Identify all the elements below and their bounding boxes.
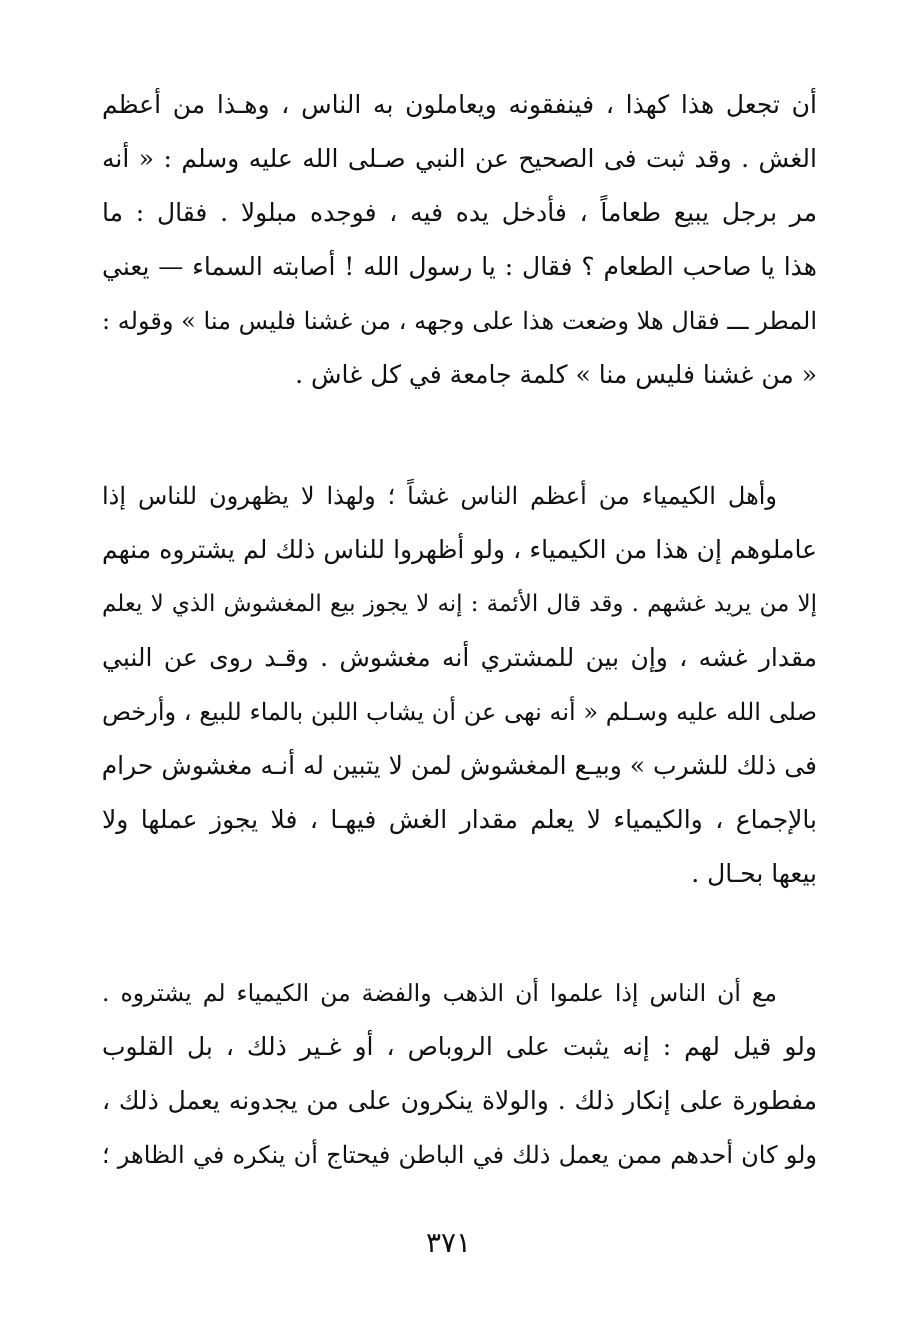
text-line: الغش . وقد ثبت فى الصحيح عن النبي صـلى الله عليه وسلم : « أنه (102, 144, 817, 173)
paragraph-2 (102, 469, 817, 901)
text-line: بالإجماع ، والكيمياء لا يعلم مقدار الغش فيهـا ، فلا يجوز عملها ولا (102, 805, 817, 834)
text-line: هذا يا صاحب الطعام ؟ فقال : يا رسول الله ! أصابته السماء — يعني (102, 252, 817, 281)
text-line: ولو كان أحدهم ممن يعمل ذلك في الباطن فيحتاج أن ينكره في الظاهر ؛ (102, 1141, 817, 1169)
text-line: وأهل الكيمياء من أعظم الناس غشاً ؛ ولهذا لا يظهرون للناس إذا (102, 482, 777, 510)
text-line: عاملوهم إن هذا من الكيمياء ، ولو أظهروا للناس ذلك لم يشتروه منهم (102, 535, 817, 564)
text-line: « من غشنا فليس منا » كلمة جامعة في كل غاش . (295, 360, 817, 389)
paragraph-3 (102, 966, 817, 1182)
paragraph-1 (102, 78, 817, 402)
text-line: إلا من يريد غشهم . وقد قال الأئمة : إنه لا يجوز بيع المغشوش الذي لا يعلم (102, 591, 817, 617)
text-line: ولو قيل لهم : إنه يثبت على الروباص ، أو غـير ذلك ، بل القلوب (102, 1032, 817, 1061)
text-line: مقدار غشه ، وإن بين للمشتري أنه مغشوش . وقـد روى عن النبي (102, 643, 817, 672)
text-line: صلى الله عليه وسـلم « أنه نهى عن أن يشاب اللبن بالماء للبيع ، وأرخص (102, 698, 817, 726)
page-number: ٣٧١ (425, 1226, 472, 1259)
text-line: بيعها بحـال . (691, 859, 817, 888)
text-line: مع أن الناس إذا علموا أن الذهب والفضة من الكيمياء لم يشتروه . (102, 979, 777, 1007)
text-line: مر برجل يبيع طعاماً ، فأدخل يده فيه ، فوجده مبلولا . فقال : ما (102, 198, 817, 227)
text-line: مفطورة على إنكار ذلك . والولاة ينكرون على من يجدونه يعمل ذلك ، (102, 1086, 817, 1115)
text-line: أن تجعل هذا كهذا ، فينفقونه ويعاملون به الناس ، وهـذا من أعظم (102, 90, 817, 119)
text-line: المطر ـــ فقال هلا وضعت هذا على وجهه ، من غشنا فليس منا » وقوله : (102, 307, 817, 335)
text-line: فى ذلك للشرب » وبيـع المغشوش لمن لا يتبين له أنـه مغشوش حرام (101, 751, 817, 780)
